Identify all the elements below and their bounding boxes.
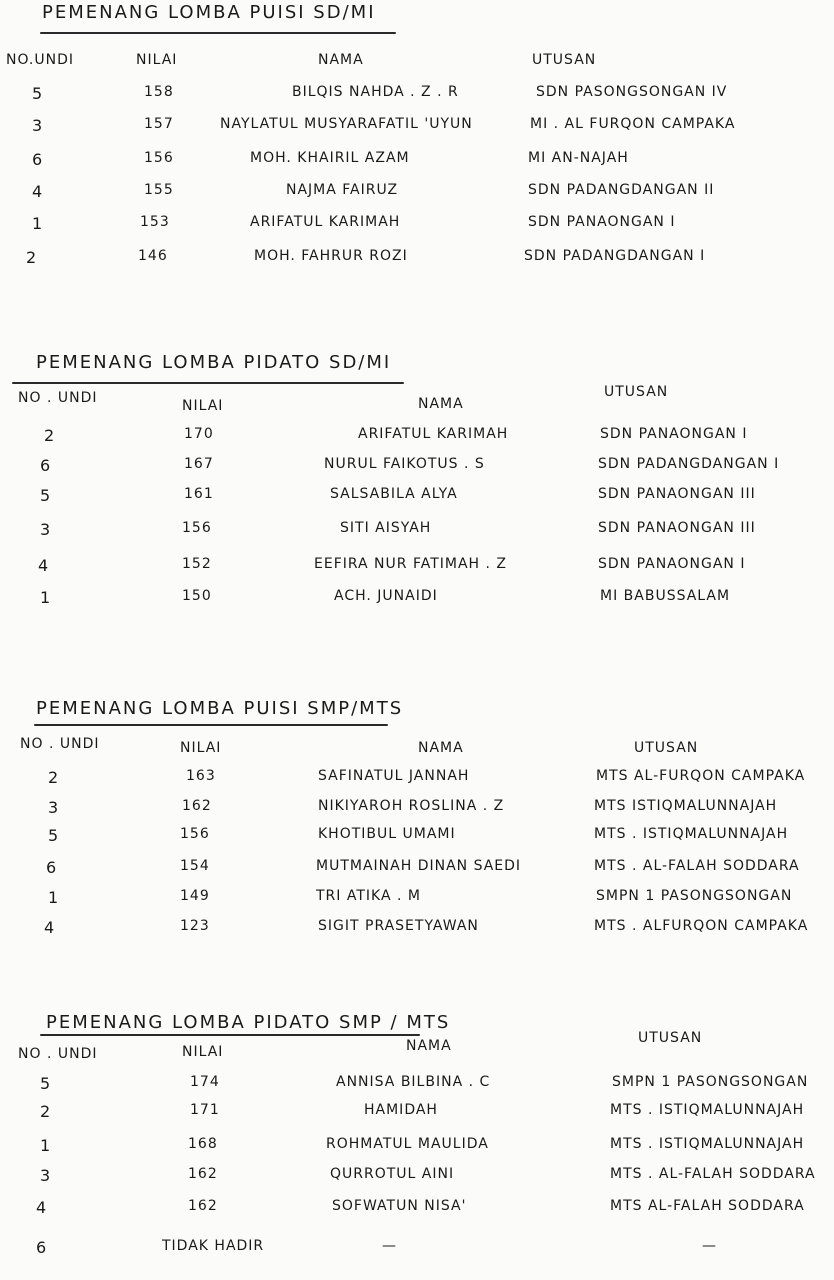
header-nama: NAMA [418,740,464,756]
utusan: SDN PASONGSONGAN IV [536,84,728,100]
utusan: MI . AL FURQON CAMPAKA [530,116,736,132]
no-undi: 5 [48,826,60,845]
utusan: SDN PADANGDANGAN I [524,248,706,264]
utusan: SDN PANAONGAN III [598,520,756,536]
nama: NURUL FAIKOTUS . S [324,456,485,472]
utusan: MTS . ISTIQMALUNNAJAH [594,826,789,842]
nilai: 162 [188,1198,218,1214]
utusan: MI BABUSSALAM [600,588,731,604]
no-undi: 1 [40,1136,52,1155]
no-undi: 6 [36,1238,48,1257]
nilai: 152 [182,556,212,572]
header-nama: NAMA [406,1038,452,1054]
table-row [0,116,834,140]
nama: MOH. FAHRUR ROZI [254,248,408,264]
no-undi: 5 [32,84,44,103]
header-no-undi: NO . UNDI [18,390,98,406]
no-undi: 3 [32,116,44,135]
nama: NAYLATUL MUSYARAFATIL 'UYUN [220,116,473,132]
no-undi: 6 [32,150,44,169]
utusan: MTS . AL-FALAH SODDARA [594,858,800,874]
nama: ANNISA BILBINA . C [336,1074,491,1090]
no-undi: 4 [36,1198,48,1217]
nilai: 163 [186,768,216,784]
header-nama: NAMA [418,396,464,412]
title-underline [12,382,404,384]
utusan: — [702,1238,717,1254]
no-undi: 1 [32,214,44,233]
utusan: MI AN-NAJAH [528,150,629,166]
table-row [0,798,834,822]
section-title: PEMENANG LOMBA PUISI SD/MI [42,2,376,23]
header-nama: NAMA [318,52,364,68]
table-row [0,456,834,480]
nilai: 162 [188,1166,218,1182]
utusan: MTS . ALFURQON CAMPAKA [594,918,809,934]
nama: ROHMATUL MAULIDA [326,1136,489,1152]
title-underline [34,724,388,726]
table-row [0,1074,834,1098]
nama: — [382,1238,397,1254]
nama: BILQIS NAHDA . Z . R [292,84,459,100]
nilai: 174 [190,1074,220,1090]
no-undi: 6 [46,858,58,877]
utusan: SDN PADANGDANGAN I [598,456,780,472]
table-row [0,182,834,206]
title-underline [40,1034,420,1036]
header-utusan: UTUSAN [532,52,597,68]
table-row [0,826,834,850]
section-title: PEMENANG LOMBA PUISI SMP/MTS [36,698,404,719]
header-no-undi: NO . UNDI [18,1046,98,1062]
table-row [0,1102,834,1126]
header-no-undi: NO.UNDI [6,52,75,68]
no-undi: 4 [32,182,44,201]
nilai: 157 [144,116,174,132]
nama: EEFIRA NUR FATIMAH . Z [314,556,508,572]
table-row [0,84,834,108]
utusan: SMPN 1 PASONGSONGAN [612,1074,809,1090]
nama: SALSABILA ALYA [330,486,458,502]
no-undi: 5 [40,486,52,505]
utusan: MTS AL-FALAH SODDARA [610,1198,805,1214]
utusan: SDN PANAONGAN I [528,214,676,230]
nama: MUTMAINAH DINAN SAEDI [316,858,522,874]
no-undi: 1 [48,888,60,907]
no-undi: 6 [40,456,52,475]
nilai: TIDAK HADIR [162,1238,265,1254]
nilai: 156 [144,150,174,166]
nilai: 158 [144,84,174,100]
nama: ACH. JUNAIDI [334,588,438,604]
nama: ARIFATUL KARIMAH [250,214,401,230]
nama: MOH. KHAIRIL AZAM [250,150,410,166]
no-undi: 2 [40,1102,52,1121]
nilai: 149 [180,888,210,904]
header-nilai: NILAI [136,52,178,68]
header-utusan: UTUSAN [638,1030,703,1046]
nilai: 156 [180,826,210,842]
utusan: MTS AL-FURQON CAMPAKA [596,768,806,784]
header-nilai: NILAI [180,740,222,756]
header-nilai: NILAI [182,1044,224,1060]
no-undi: 2 [48,768,60,787]
utusan: MTS . AL-FALAH SODDARA [610,1166,816,1182]
header-nilai: NILAI [182,398,224,414]
nilai: 161 [184,486,214,502]
table-row [0,1198,834,1222]
nilai: 167 [184,456,214,472]
utusan: SMPN 1 PASONGSONGAN [596,888,793,904]
nilai: 162 [182,798,212,814]
no-undi: 3 [48,798,60,817]
utusan: SDN PANAONGAN I [598,556,746,572]
table-row [0,888,834,912]
no-undi: 2 [26,248,38,267]
nilai: 146 [138,248,168,264]
header-utusan: UTUSAN [604,384,669,400]
no-undi: 2 [44,426,56,445]
table-row [0,1166,834,1190]
nilai: 155 [144,182,174,198]
header-no-undi: NO . UNDI [20,736,100,752]
table-row [0,426,834,450]
nama: HAMIDAH [364,1102,438,1118]
nilai: 168 [188,1136,218,1152]
utusan: MTS . ISTIQMALUNNAJAH [610,1136,805,1152]
nilai: 154 [180,858,210,874]
no-undi: 4 [38,556,50,575]
table-row [0,918,834,942]
nilai: 170 [184,426,214,442]
header-utusan: UTUSAN [634,740,699,756]
no-undi: 1 [40,588,52,607]
nilai: 156 [182,520,212,536]
nama: SIGIT PRASETYAWAN [318,918,479,934]
nama: KHOTIBUL UMAMI [318,826,456,842]
nama: QURROTUL AINI [330,1166,455,1182]
utusan: SDN PANAONGAN III [598,486,756,502]
no-undi: 3 [40,1166,52,1185]
nama: SITI AISYAH [340,520,432,536]
utusan: MTS ISTIQMALUNNAJAH [594,798,778,814]
nama: NAJMA FAIRUZ [286,182,399,198]
utusan: MTS . ISTIQMALUNNAJAH [610,1102,805,1118]
table-row [0,588,834,612]
nilai: 150 [182,588,212,604]
table-row [0,214,834,238]
table-row [0,150,834,174]
nama: NIKIYAROH ROSLINA . Z [318,798,505,814]
nama: ARIFATUL KARIMAH [358,426,509,442]
table-row [0,520,834,544]
nama: SOFWATUN NISA' [332,1198,467,1214]
table-row [0,1238,834,1262]
table-row [0,768,834,792]
utusan: SDN PANAONGAN I [600,426,748,442]
nilai: 171 [190,1102,220,1118]
nama: TRI ATIKA . M [316,888,421,904]
table-row [0,556,834,580]
nama: SAFINATUL JANNAH [318,768,470,784]
utusan: SDN PADANGDANGAN II [528,182,715,198]
section-title: PEMENANG LOMBA PIDATO SD/MI [36,352,392,373]
table-row [0,248,834,272]
no-undi: 5 [40,1074,52,1093]
no-undi: 4 [44,918,56,937]
table-row [0,486,834,510]
no-undi: 3 [40,520,52,539]
table-row [0,1136,834,1160]
title-underline [40,32,396,34]
table-row [0,858,834,882]
nilai: 153 [140,214,170,230]
nilai: 123 [180,918,210,934]
section-title: PEMENANG LOMBA PIDATO SMP / MTS [46,1012,451,1033]
